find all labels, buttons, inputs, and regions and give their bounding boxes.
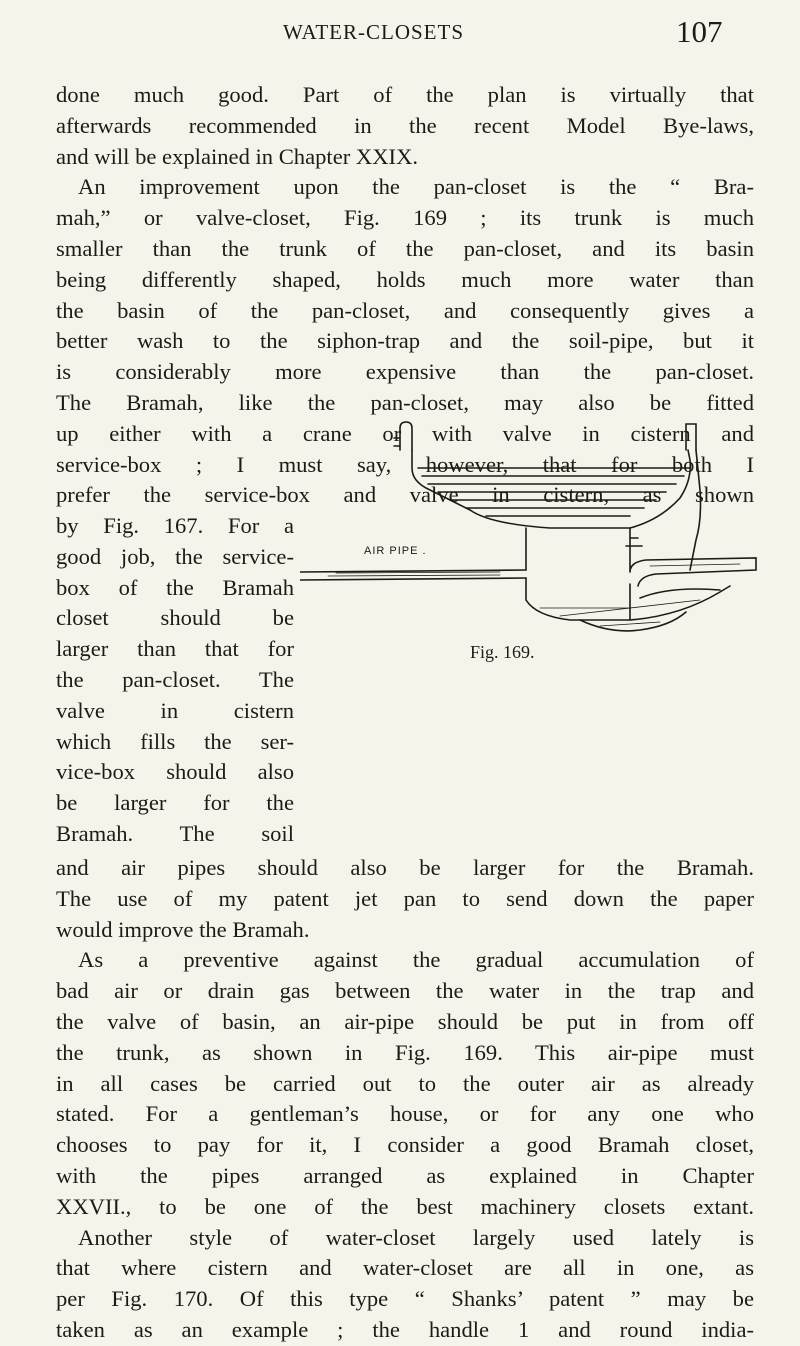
- text-line: The use of my patent jet pan to send down the paper: [56, 885, 754, 911]
- text-line: is considerably more expensive than the pan-closet.: [56, 359, 754, 385]
- text-line: with the pipes arranged as explained in Chapter: [56, 1162, 754, 1188]
- bottom-paragraphs: [56, 853, 754, 1346]
- text-line: XXVII., to be one of the best machinery closets extant.: [56, 1193, 754, 1219]
- text-line: bad air or drain gas between the water in the trap and: [56, 978, 754, 1004]
- air-pipe-label: AIR PIPE .: [364, 545, 427, 557]
- text-line: mah,” or valve-closet, Fig. 169 ; its trunk is much: [56, 205, 754, 231]
- text-line: that where cistern and water-closet are all in one, as: [56, 1255, 754, 1281]
- narrow-paragraph: [56, 511, 294, 850]
- text-line: smaller than the trunk of the pan-closet, and its basin: [56, 235, 754, 261]
- text-line: the basin of the pan-closet, and consequently gives a: [56, 297, 754, 323]
- running-head: WATER-CLOSETS: [283, 20, 464, 44]
- text-line: good job, the service-: [56, 543, 294, 569]
- text-line: in all cases be carried out to the outer air as already: [56, 1070, 754, 1096]
- text-line: taken as an example ; the handle 1 and round india-: [56, 1316, 754, 1342]
- text-line: service-box ; I must say, however, that for both I: [56, 451, 754, 477]
- valve-closet-diagram: [300, 420, 760, 680]
- text-line: the trunk, as shown in Fig. 169. This air-pipe must: [56, 1039, 754, 1065]
- page-number: 107: [676, 14, 723, 49]
- text-line: would improve the Bramah.: [56, 916, 310, 942]
- text-line: valve in cistern: [56, 697, 294, 723]
- text-line: stated. For a gentleman’s house, or for any one who: [56, 1101, 754, 1127]
- text-line: vice-box should also: [56, 759, 294, 785]
- figure-169: [300, 420, 760, 680]
- page-header: [0, 14, 800, 54]
- text-line: per Fig. 170. Of this type “ Shanks’ patent ” may be: [56, 1286, 754, 1312]
- figure-caption: Fig. 169.: [470, 642, 535, 662]
- text-line: the valve of basin, an air-pipe should be put in from off: [56, 1008, 754, 1034]
- text-line: The Bramah, like the pan-closet, may also be fitted: [56, 389, 754, 415]
- text-line: As a preventive against the gradual accumulation of: [78, 947, 754, 973]
- text-line: Another style of water-closet largely used lately is: [78, 1224, 754, 1250]
- text-line: larger than that for: [56, 636, 294, 662]
- text-line: which fills the ser-: [56, 728, 294, 754]
- text-line: done much good. Part of the plan is virtually that: [56, 82, 754, 107]
- text-line: being differently shaped, holds much more water than: [56, 266, 754, 292]
- text-line: An improvement upon the pan-closet is the “ Bra-: [78, 174, 754, 200]
- text-line: prefer the service-box and valve in cistern, as shown: [56, 482, 754, 508]
- text-line: and will be explained in Chapter XXIX.: [56, 143, 419, 169]
- text-line: be larger for the: [56, 790, 294, 816]
- text-line: Bramah. The soil: [56, 820, 294, 846]
- text-line: afterwards recommended in the recent Model Bye-laws,: [56, 112, 754, 138]
- text-line: up either with a crane or with valve in cistern and: [56, 420, 754, 446]
- text-line: chooses to pay for it, I consider a good Bramah closet,: [56, 1132, 754, 1158]
- text-line: box of the Bramah: [56, 574, 294, 600]
- text-line: closet should be: [56, 605, 294, 631]
- text-line: the pan-closet. The: [56, 666, 294, 692]
- text-line: better wash to the siphon-trap and the soil-pipe, but it: [56, 328, 754, 354]
- text-line: by Fig. 167. For a: [56, 513, 294, 538]
- text-line: and air pipes should also be larger for the Bramah.: [56, 855, 754, 880]
